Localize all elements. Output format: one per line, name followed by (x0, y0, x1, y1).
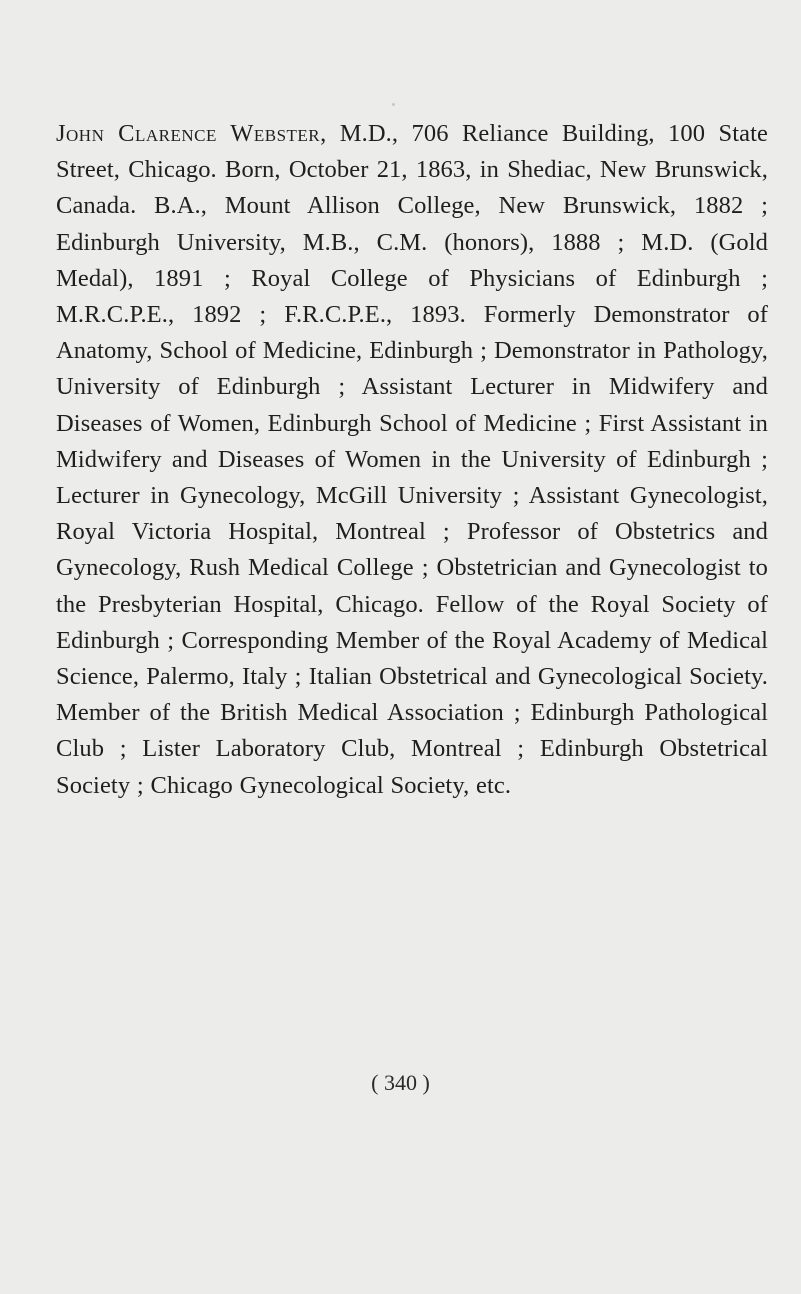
entry-name: John Clarence Webster (56, 120, 321, 147)
entry-text: , M.D., 706 Reliance Building, 100 State Street, Chicago. Born, October 21, 1863, in Shediac, New Brunswick, Canada. B.A., Mount Allison College, New Brunswick, 1882 ; Edinburgh University, M.B., C.M. (honors), 1888 ; M.D. (Gold Medal), 1891 ; Royal College of Physicians of Edinburgh ; M.R.C.P.E., 1892 ; F.R.C.P.E., 1893. Formerly Demonstrator of Anatomy, School of Medicine, Edinburgh ; Demonstrator in Pathology, University of Edinburgh ; Assistant Lecturer in Midwifery and Diseases of Women, Edinburgh School of Medicine ; First Assistant in Midwifery and Diseases of Women in the University of Edinburgh ; Lecturer in Gynecology, McGill University ; Assistant Gynecologist, Royal Victoria Hospital, Montreal ; Professor of Obstetrics and Gynecology, Rush Medical College ; Obstetrician and Gynecologist to the Presbyterian Hospital, Chicago. Fellow of the Royal Society of Edinburgh ; Corresponding Member of the Royal Academy of Medical Science, Palermo, Italy ; Italian Obstetrical and Gynecological Society. Member of the British Medical Association ; Edinburgh Pathological Club ; Lister Laboratory Club, Montreal ; Edinburgh Obstetrical Society ; Chicago Gynecological Society, etc. (56, 120, 768, 799)
biographical-entry (56, 116, 768, 804)
paper-speck (392, 103, 395, 106)
page-number: ( 340 ) (371, 1070, 430, 1095)
